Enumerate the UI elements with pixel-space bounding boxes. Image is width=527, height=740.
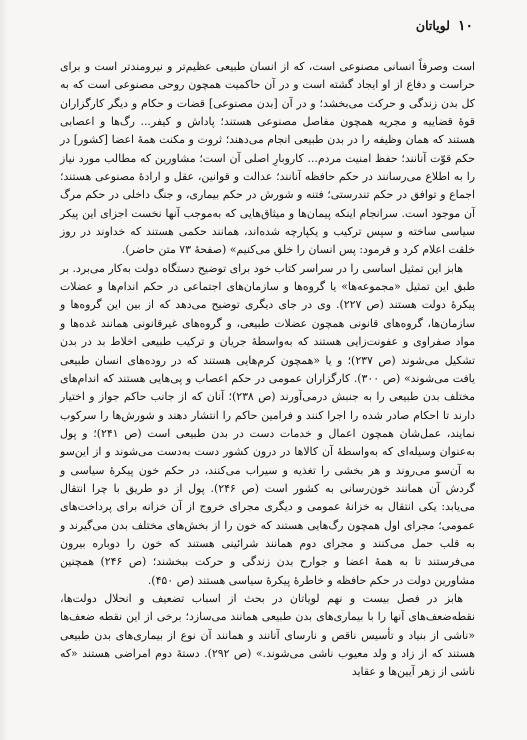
page-number: ۱۰ [457, 18, 473, 34]
paragraph: هابز در فصل بیست و نهم لویاتان در بحث از اسباب تضعیف و انحلال دولت‌ها، نقطه‌ضعف‌های آنها را با بیماری‌های بدن طبیعی همانند می‌سازد؛ برخی از این نقطه ضعف‌ها «ناشی از بنیاد و تأسیس ناقص و نارسای آنانند و همانند آن نوع از بیماری‌های بدن طبیعی هستند که از زاد و ولد معیوب ناشی می‌شوند.» (ص ۲۹۲). دستهٔ دوم امراضی هستند «که ناشی از زهر آیین‌ها و عقاید [60, 591, 475, 679]
paragraph: هابز این تمثیل اساسی را در سراسر کتاب خود برای توضیح دستگاه دولت به‌کار می‌برد. بر طبق این تمثیل «مجموعه‌ها» یا گروه‌ها و سازمان‌های اجتماعی در حکم اندام‌ها و عضلات پیکرهٔ دولت هستند (ص ۲۲۷). وی در جای دیگری توضیح می‌دهد که از بین این گروه‌ها و سازمان‌ها، گروه‌های قانونی همچون عضلات طبیعی، و گروه‌های غیرقانونی همانند غده‌ها و مواد صفراوی و عفونت‌زایی هستند که به‌واسطهٔ جریان و ترکیب طبیعی اخلاط بد در بدن تشکیل می‌شوند (ص ۲۳۷)؛ و یا «همچون کرم‌هایی هستند که در روده‌های انسان طبیعی یافت می‌شوند» (ص ۳۰۰). کارگزاران عمومی در حکم اعصاب و پی‌هایی هستند که اندام‌های مختلف بدن طبیعی را به جنبش درمی‌آورند (ص ۲۳۸)؛ آنان که از جانب حاکم جواز و اختیار دارند تا احکام صادر شده را اجرا کنند و فرامین حاکم را انتشار دهند و شورش‌ها را سرکوب نمایند، عمل‌شان همچون اعمال و خدمات دست در بدن طبیعی است (ص ۲۴۱)؛ و پول به‌عنوان وسیله‌ای که به‌واسطهٔ آن کالاها در درون کشور دست به‌دست می‌شوند و از این‌سو به آن‌سو می‌روند و هر بخشی را تغذیه و سیراب می‌کنند، در حکم خون پیکرهٔ سیاسی و گردش آن همانند خون‌رسانی به کشور است (ص ۲۴۶). پول از دو طریق با چرا انتقال می‌یابد: یکی انتقال به خزانهٔ عمومی و دیگری مجرای خروج از آن خزانه برای پرداخت‌های عمومی؛ مجرای اول همچون رگ‌هایی هستند که خون را از بخش‌های مختلف بدن می‌گیرند و به قلب حمل می‌کنند و مجرای دوم همانند شرائینی هستند که خون را دوباره بیرون می‌فرستند تا به همهٔ اعضا و جوارح بدن زندگی و حرکت ببخشند؛ (ص ۲۴۶) همچنین مشاورین دولت در حکم حافظه و خاطرهٔ پیکرهٔ سیاسی هستند (ص ۴۵۰). [60, 261, 475, 587]
body-text [60, 58, 475, 682]
running-title: لویاتان [415, 18, 450, 33]
page-edge-shadow [0, 0, 8, 740]
paragraph: است وصرفاً انسانی مصنوعی است، که از انسان طبیعی عظیم‌تر و نیرومندتر است و برای حراست و دفاع از او ایجاد گشته است و در آن حاکمیت همچون روحی مصنوعی است که به کل بدن زندگی و حرکت می‌بخشد؛ و در آن [بدن مصنوعی] قضات و حکام و دیگر کارگزاران قوهٔ قضاییه و مجریه همچون مفاصل مصنوعی هستند؛ پاداش و کیفر... رگ‌ها و اعصابی هستند که همان وظیفه را در بدن طبیعی انجام می‌دهند؛ ثروت و مکنت همهٔ اعضا [کشور] در حکم قوّت آنانند؛ حفظ امنیت مردم... کاروبارِ اصلی آن است؛ مشاورین که مطالب مورد نیاز را به اطلاع می‌رسانند در حکم حافظه آنانند؛ عدالت و قوانین، عقل و ارادهٔ مصنوعی هستند؛ اجماع و توافق در حکم تندرستی؛ فتنه و شورش در حکم بیماری، و جنگ داخلی در حکم مرگ آن موجود است. سرانجام اینکه پیمان‌ها و میثاق‌هایی که به‌موجب آنها نخست اجزای این پیکر سیاسی ساخته و سپس ترکیب و یکپارچه شده‌اند، همانند حکمی هستند که خداوند در روز خلقت اعلام کرد و فرمود: پس انسان را خلق می‌کنیم» (صفحهٔ ۷۳ متن حاضر). [60, 60, 475, 257]
running-header [416, 18, 473, 34]
